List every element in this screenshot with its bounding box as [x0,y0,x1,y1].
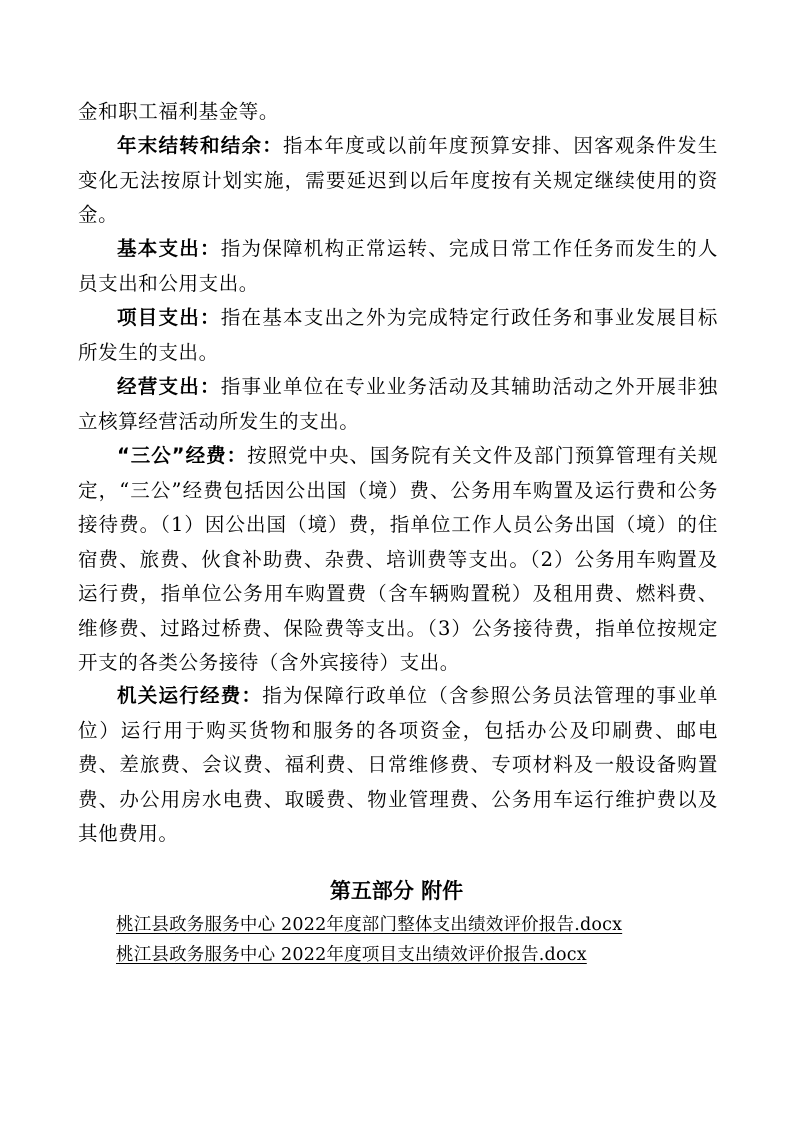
term-label: 基本支出： [117,237,221,260]
paragraph-text: 指本年度或以前年度预算安排、因客观条件发生变化无法按原计划实施，需要延迟到以后年度按有关规定继续使用的资金。 [78,134,718,226]
paragraph-operating-expenditure [78,370,718,439]
paragraph-text: 指事业单位在专业业务活动及其辅助活动之外开展非独立核算经营活动所发生的支出。 [78,375,718,433]
term-label: 机关运行经费： [117,684,263,707]
paragraph-basic-expenditure [78,232,718,301]
paragraph-text: 指在基本支出之外为完成特定行政任务和事业发展目标所发生的支出。 [78,306,718,364]
paragraph-text: 指为保障机构正常运转、完成日常工作任务而发生的人员支出和公用支出。 [78,237,718,295]
term-label: 经营支出： [117,375,221,398]
term-label: 项目支出： [117,306,221,329]
paragraph-project-expenditure [78,301,718,370]
paragraph-agency-operating-funds [78,679,718,852]
section-heading: 第五部分 附件 [329,879,464,903]
paragraph-text: 金和职工福利基金等。 [78,100,280,123]
paragraph-three-public-expenses [78,439,718,681]
paragraph-year-end-carryover [78,129,718,233]
paragraph-welfare-fund-end [78,95,718,130]
term-label: “三公”经费： [117,444,248,467]
attachment-link-project-report[interactable]: 桃江县政务服务中心 2022年度项目支出绩效评价报告.docx [116,945,587,965]
term-label: 年末结转和结余： [117,134,283,157]
paragraph-text: 指为保障行政单位（含参照公务员法管理的事业单位）运行用于购买货物和服务的各项资金，包括办公及印刷费、邮电费、差旅费、会议费、福利费、日常维修费、专项材料及一般设备购置费、办公用房水电费、取暖费、物业管理费、公务用车运行维护费以及其他费用。 [78,684,719,845]
paragraph-text: 按照党中央、国务院有关文件及部门预算管理有关规定，“三公”经费包括因公出国（境）费、公务用车购置及运行费和公务接待费。（1）因公出国（境）费，指单位工作人员公务出国（境）的住宿费、旅费、伙食补助费、杂费、培训费等支出。（2）公务用车购置及运行费，指单位公务用车购置费（含车辆购置税）及租用费、燃料费、维修费、过路过桥费、保险费等支出。（3）公务接待费，指单位按规定开支的各类公务接待（含外宾接待）支出。 [78,444,718,674]
attachment-link-department-report[interactable]: 桃江县政务服务中心 2022年度部门整体支出绩效评价报告.docx [116,915,623,935]
